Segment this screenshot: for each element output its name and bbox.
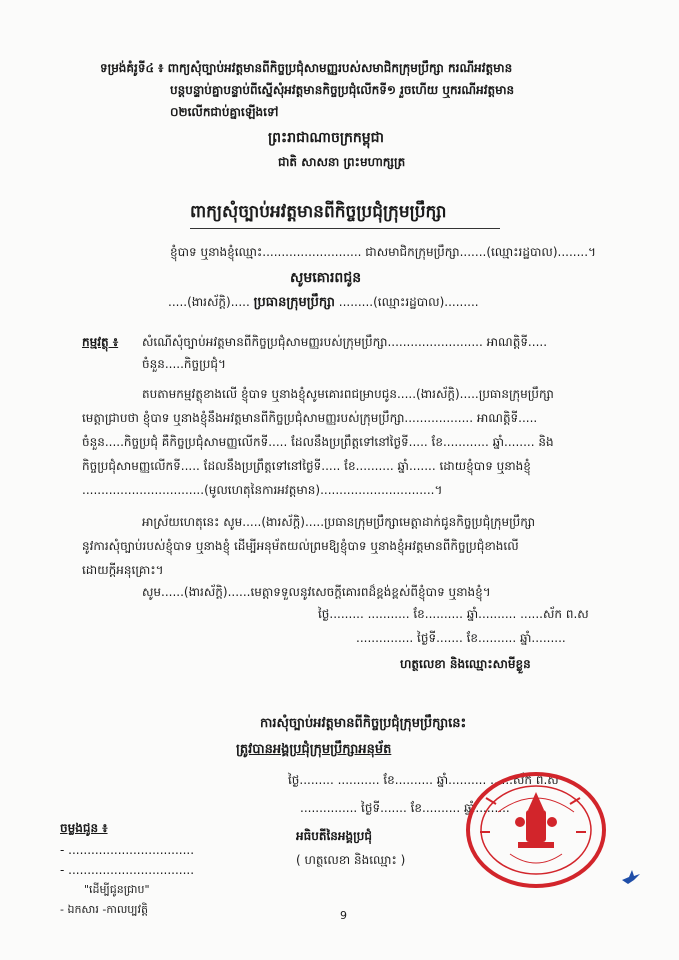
paragraph1-line5: ................................(មូលហេតុនៃការអវត្តមាន)..............................។: [82, 483, 443, 497]
paragraph1-line3: ចំនួន.....កិច្ចប្រជុំ គឺកិច្ចប្រជុំសាមញ្ញលើកទី..... ដែលនឹងប្រព្រឹត្តទៅនៅថ្ងៃទី..... ខែ............ ឆ្នាំ........ និង: [82, 435, 554, 449]
form-description-line3: ០២លើកជាប់គ្នាឡើងទៅ: [170, 105, 279, 119]
subject-line2: ចំនួន.....កិច្ចប្រជុំ។: [142, 357, 226, 371]
form-description-line2: បន្តបន្ទាប់គ្នាបន្ទាប់ពីស្នើសុំអវត្តមានកិច្ចប្រជុំលើកទី១ រួចហើយ ឬករណីអវត្តមាន: [170, 83, 515, 97]
cc-recipient1: - .................................: [60, 843, 195, 857]
approval-date-line2: ............... ថ្ងៃទី....... ខែ.......... ឆ្នាំ.........: [300, 801, 510, 815]
recipient-admin-placeholder: .........(ឈ្មោះរដ្ឋបាល).........: [338, 295, 479, 309]
chair-label: អធិបតីនៃអង្គប្រជុំ: [296, 829, 372, 843]
paragraph2-line3: ដោយក្តីអនុគ្រោះ។: [82, 563, 164, 577]
cc-note: "ដើម្បីជូនជ្រាប": [84, 883, 150, 896]
cc-label: ចម្លងជូន ៖: [60, 821, 108, 835]
kingdom-heading: ព្រះរាជាណាចក្រកម្ពុជា: [268, 130, 385, 146]
subject-line1: សំណើសុំច្បាប់អវត្តមានពីកិច្ចប្រជុំសាមញ្ញរបស់ក្រុមប្រឹក្សា......................... អាណត្តិទី.....: [142, 335, 548, 349]
paragraph1-line4: កិច្ចប្រជុំសាមញ្ញលើកទី..... ដែលនឹងប្រព្រឹត្តទៅនៅថ្ងៃទី..... ខែ.......... ឆ្នាំ....... ដោយខ្ញុំបាទ ឬនាងខ្ញុំ: [82, 459, 531, 473]
paragraph2-line1: អាស្រ័យហេតុនេះ សូម.....(ងារស័ក្តិ).....ប្រធានក្រុមប្រឹក្សាមេត្តាដាក់ជូនកិច្ចប្រជុំក្រុមប្រឹក្សា: [142, 515, 536, 529]
approval-date-line1: ថ្ងៃ......... ........... ខែ.......... ឆ្នាំ.......... ......ស័ក ព.ស: [288, 773, 559, 787]
document-title: ពាក្យសុំច្បាប់អវត្តមានពីកិច្ចប្រជុំក្រុមប្រឹក្សា: [190, 202, 447, 222]
paragraph1-line2: មេត្តាជ្រាបថា ខ្ញុំបាទ ឬនាងខ្ញុំនឹងអវត្តមានពីកិច្ចប្រជុំសាមញ្ញរបស់ក្រុមប្រឹក្សា.................. អាណត្តិទី.....: [82, 411, 538, 425]
paragraph3-line1: សូម......(ងារស័ក្តិ)......មេត្តាទទួលនូវសេចក្តីគោរពដ៏ខ្ពង់ខ្ពស់ពីខ្ញុំបាទ ឬនាងខ្ញុំ។: [142, 585, 491, 599]
approval-title: ការសុំច្បាប់អវត្តមានពីកិច្ចប្រជុំក្រុមប្រឹក្សានេះ: [260, 716, 467, 731]
paragraph2-line2: នូវការសុំច្បាប់របស់ខ្ញុំបាទ ឬនាងខ្ញុំ ដើម្បីអនុម័តយល់ព្រមឱ្យខ្ញុំបាទ ឬនាងខ្ញុំអវត្តមានពីកិច្ចប្រជុំខាងលើ: [82, 539, 519, 553]
date-line2: ............... ថ្ងៃទី....... ខែ.......... ឆ្នាំ.........: [356, 631, 566, 645]
page-number: 9: [340, 909, 347, 922]
subject-label: កម្មវត្ថុ ៖: [82, 335, 119, 349]
chair-signature-label: ( ហត្ថលេខា និងឈ្មោះ ): [296, 853, 406, 867]
approval-statement: ត្រូវបានអង្គប្រជុំក្រុមប្រឹក្សាអនុម័ត: [236, 742, 392, 757]
respectfully-to-heading: សូមគោរពជូន: [290, 270, 362, 286]
applicant-name-line: ខ្ញុំបាទ ឬនាងខ្ញុំឈ្មោះ.......................... ជាសមាជិកក្រុមប្រឹក្សា.......(ឈ្មោះរដ្ឋបាល)........។: [170, 245, 596, 259]
form-description-line1: ទម្រង់គំរូទី៤ ៖ ពាក្យសុំច្បាប់អវត្តមានពីកិច្ចប្រជុំសាមញ្ញរបស់សមាជិកក្រុមប្រឹក្សា ករណីអវត្តមាន: [100, 61, 513, 75]
bird-icon: [620, 868, 642, 886]
cc-archive: - ឯកសារ -កាលប្បវត្តិ: [60, 903, 149, 916]
paragraph1-line1: តបតាមកម្មវត្ថុខាងលើ ខ្ញុំបាទ ឬនាងខ្ញុំសូមគោរពជម្រាបជូន.....(ងារស័ក្តិ).....ប្រធានក្រុមប្រឹក្សា: [142, 387, 554, 401]
title-underline: [190, 228, 500, 229]
cc-recipient2: - .................................: [60, 863, 195, 877]
recipient-role: ប្រធានក្រុមប្រឹក្សា: [253, 295, 335, 310]
national-motto: ជាតិ សាសនា ព្រះមហាក្សត្រ: [278, 155, 406, 169]
official-seal-stamp: [440, 762, 620, 902]
date-line1: ថ្ងៃ......... ........... ខែ.......... ឆ្នាំ.......... ......ស័ក ព.ស: [318, 607, 589, 621]
recipient-title-placeholder: .....(ងារស័ក្តិ).....: [168, 295, 250, 309]
applicant-signature-label: ហត្ថលេខា និងឈ្មោះសាមីខ្លួន: [400, 657, 531, 671]
recipient-line: [168, 294, 479, 311]
